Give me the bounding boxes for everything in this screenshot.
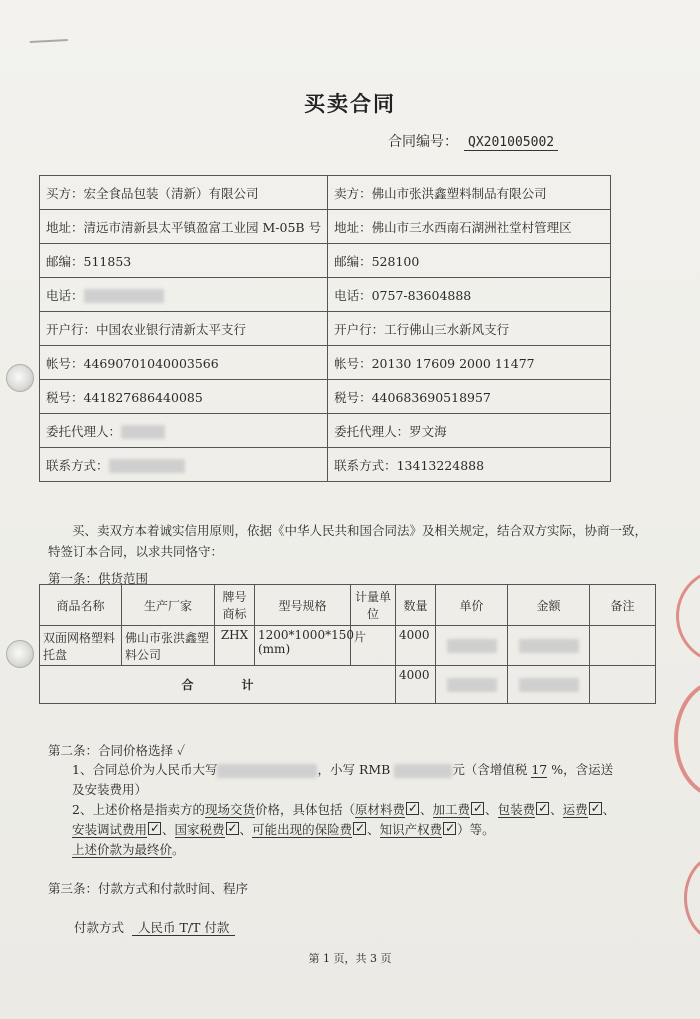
buyer-address-cell: 地址：清远市清新县太平镇盈富工业园 M-05B 号 <box>40 210 328 244</box>
seller-phone-cell: 电话：0757-83604888 <box>328 278 611 312</box>
buyer-phone-cell: 电话： <box>40 278 328 312</box>
row-remark <box>590 626 656 666</box>
row-brand: ZHX <box>215 626 255 666</box>
page-footer: 第 1 页，共 3 页 <box>308 952 392 965</box>
seller-tax-cell: 税号：440683690518957 <box>328 380 611 414</box>
buyer-postcode-cell: 邮编：511853 <box>40 244 328 278</box>
tax-rate: 17 <box>531 762 548 777</box>
check-icon <box>353 822 366 835</box>
seller-name-cell: 卖方：佛山市张洪鑫塑料制品有限公司 <box>328 176 611 210</box>
contract-number-label: 合同编号： <box>388 134 458 150</box>
header-remark: 备注 <box>590 585 656 626</box>
buyer-name-cell: 买方：宏全食品包装（清新）有限公司 <box>40 176 328 210</box>
header-price: 单价 <box>436 585 508 626</box>
check-icon <box>443 822 456 835</box>
payment-method <box>74 918 235 936</box>
check-icon <box>148 822 161 835</box>
redacted-field <box>394 764 452 778</box>
price-line-2: 2、上述价格是指卖方的现场交货价格，具体包括（原材料费✓ 、加工费✓ 、包装费✓ 、运费✓ 、 <box>72 800 615 820</box>
buyer-tax-cell: 税号：441827686440085 <box>40 380 328 414</box>
redacted-field <box>519 678 579 692</box>
redacted-field <box>109 459 185 473</box>
row-unit: 片 <box>351 626 396 666</box>
price-line-final: 上述价款为最终价。 <box>72 842 185 857</box>
redacted-field <box>217 764 317 778</box>
check-icon <box>406 802 419 815</box>
punch-hole-top <box>6 364 34 392</box>
contract-number <box>388 131 558 151</box>
row-qty: 4000 <box>396 626 436 666</box>
total-price <box>436 666 508 704</box>
header-name: 商品名称 <box>40 585 122 626</box>
buyer-bank-cell: 开户行：中国农业银行清新太平支行 <box>40 312 328 346</box>
header-brand: 牌号商标 <box>215 585 255 626</box>
payment-value: 人民币 T/T 付款 <box>132 920 235 936</box>
parties-table <box>39 175 611 482</box>
price-line-1: 1、合同总价为人民币大写 ，小写 RMB 元（含增值税 17 %，含运送 <box>72 762 614 777</box>
pen-mark <box>30 39 68 49</box>
row-price <box>436 626 508 666</box>
payment-label: 付款方式 <box>74 920 125 935</box>
row-amount <box>508 626 590 666</box>
buyer-account-cell: 帐号：44690701040003566 <box>40 346 328 380</box>
seller-account-cell: 帐号：20130 17609 2000 11477 <box>328 346 611 380</box>
punch-hole-bottom <box>6 640 34 668</box>
header-maker: 生产厂家 <box>122 585 215 626</box>
red-seal-stamp <box>684 855 700 941</box>
section-1-title: 第一条：供货范围 <box>48 571 149 586</box>
row-maker: 佛山市张洪鑫塑料公司 <box>122 626 215 666</box>
redacted-field <box>447 678 497 692</box>
header-unit: 计量单位 <box>351 585 396 626</box>
total-amount <box>508 666 590 704</box>
preamble-text: 买、卖双方本着诚实信用原则，依据《中华人民共和国合同法》及相关规定，结合双方实际，协商一致，特签订本合同，以求共同恪守： <box>48 523 648 559</box>
seller-postcode-cell: 邮编：528100 <box>328 244 611 278</box>
contract-number-value: QX201005002 <box>464 135 558 151</box>
section-2-title: 第二条：合同价格选择 ✓ <box>48 743 186 758</box>
total-qty: 4000 <box>396 666 436 704</box>
total-label: 合 计 <box>40 666 396 704</box>
red-seal-stamp <box>676 568 700 664</box>
header-model: 型号规格 <box>255 585 351 626</box>
seller-bank-cell: 开户行：工行佛山三水新风支行 <box>328 312 611 346</box>
check-icon <box>471 802 484 815</box>
redacted-field <box>121 425 165 439</box>
buyer-contact-cell: 联系方式： <box>40 448 328 482</box>
redacted-field <box>519 639 579 653</box>
red-seal-stamp <box>674 680 700 798</box>
seller-address-cell: 地址：佛山市三水西南石湖洲社堂村管理区 <box>328 210 611 244</box>
buyer-agent-cell: 委托代理人： <box>40 414 328 448</box>
redacted-field <box>447 639 497 653</box>
section-3-title: 第三条：付款方式和付款时间、程序 <box>48 881 249 896</box>
document-title: 买卖合同 <box>304 91 396 116</box>
row-name: 双面网格塑料托盘 <box>40 626 122 666</box>
check-icon <box>536 802 549 815</box>
check-icon <box>226 822 239 835</box>
header-amount: 金额 <box>508 585 590 626</box>
seller-agent-cell: 委托代理人：罗文海 <box>328 414 611 448</box>
seller-contact-cell: 联系方式：13413224888 <box>328 448 611 482</box>
price-line-3: 安装调试费用✓ 、国家税费✓ 、可能出现的保险费✓ 、知识产权费✓ ）等。 <box>72 820 495 840</box>
redacted-field <box>84 289 164 303</box>
header-qty: 数量 <box>396 585 436 626</box>
row-model: 1200*1000*150 (mm) <box>255 626 351 666</box>
check-icon <box>589 802 602 815</box>
goods-table <box>39 584 656 704</box>
price-line-1-cont: 及安装费用） <box>72 782 148 797</box>
total-remark <box>590 666 656 704</box>
